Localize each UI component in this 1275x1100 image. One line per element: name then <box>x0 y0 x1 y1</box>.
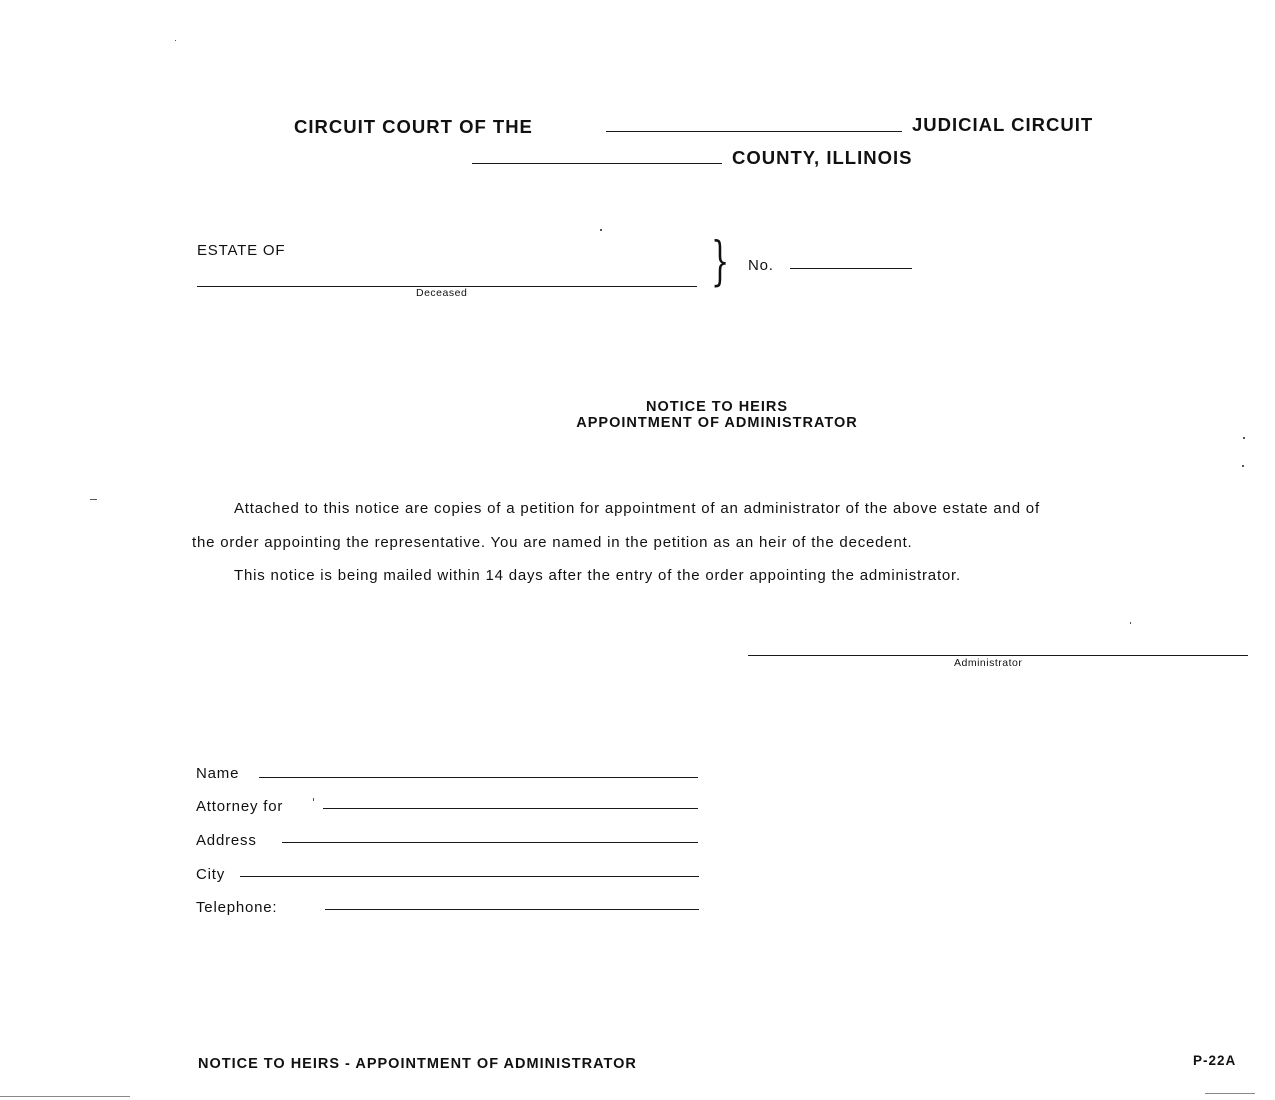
body-paragraph1-line1: Attached to this notice are copies of a petition for appointment of an administrator of the above estate and of <box>234 500 1040 517</box>
attorney-for-blank[interactable] <box>323 808 698 809</box>
city-label: City <box>196 866 226 883</box>
administrator-label: Administrator <box>954 657 1023 669</box>
city-blank[interactable] <box>240 876 699 877</box>
footer-form-title: NOTICE TO HEIRS - APPOINTMENT OF ADMINISTRATOR <box>198 1056 637 1072</box>
name-blank[interactable] <box>259 777 698 778</box>
scan-edge-mark <box>0 1096 130 1097</box>
scan-speck <box>1130 622 1131 624</box>
scan-edge-mark <box>1205 1093 1255 1094</box>
footer-form-code: P-22A <box>1193 1053 1237 1068</box>
name-label: Name <box>196 765 240 782</box>
administrator-signature-line[interactable] <box>748 655 1248 656</box>
court-prefix-label: CIRCUIT COURT OF THE <box>294 116 533 137</box>
notice-title-line1: NOTICE TO HEIRS <box>645 399 789 415</box>
scan-speck <box>175 40 176 41</box>
body-paragraph1-line2: the order appointing the representative. You are named in the petition as an heir of the decedent. <box>192 534 913 551</box>
telephone-blank[interactable] <box>325 909 699 910</box>
scan-speck <box>313 798 314 801</box>
scan-speck <box>600 229 602 231</box>
judicial-circuit-blank[interactable] <box>606 131 902 132</box>
address-label: Address <box>196 832 257 849</box>
address-blank[interactable] <box>282 842 698 843</box>
deceased-label: Deceased <box>416 287 468 299</box>
case-number-blank[interactable] <box>790 268 912 269</box>
body-paragraph2: This notice is being mailed within 14 days after the entry of the order appointing the administrator. <box>234 567 961 584</box>
estate-of-label: ESTATE OF <box>197 242 286 259</box>
judicial-circuit-label: JUDICIAL CIRCUIT <box>912 114 1094 135</box>
telephone-label: Telephone: <box>196 899 278 916</box>
scan-speck <box>1243 437 1245 439</box>
case-number-label: No. <box>748 257 774 274</box>
scan-speck <box>1242 465 1244 467</box>
county-blank[interactable] <box>472 163 722 164</box>
caption-brace: } <box>711 232 730 292</box>
county-label: COUNTY, ILLINOIS <box>732 147 913 168</box>
attorney-for-label: Attorney for <box>196 798 284 815</box>
notice-title-line2: APPOINTMENT OF ADMINISTRATOR <box>576 415 858 431</box>
scan-speck <box>90 499 97 500</box>
